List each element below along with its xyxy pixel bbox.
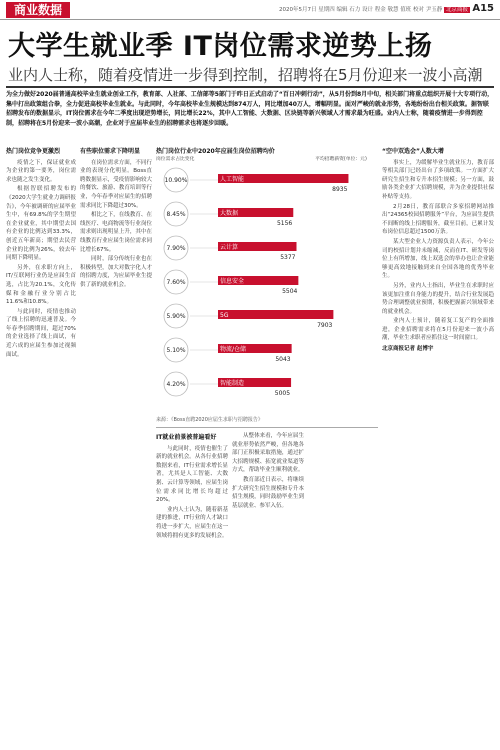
category-label: 信息安全 (220, 278, 245, 285)
share-label: 7.60% (166, 279, 186, 286)
share-label: 8.45% (166, 211, 186, 218)
salary-bar (218, 310, 333, 319)
share-label: 5.90% (166, 313, 186, 320)
value-label: 5156 (276, 220, 293, 227)
headline: 大学生就业季 IT岗位需求逆势上扬 (8, 31, 433, 62)
section-title: “空中双选会”人数大增 (382, 148, 444, 155)
paragraph: 从整体来看，今年应届生就业形势依然严峻，但各地各部门正积极采取措施，通过扩大招聘规模、拓宽就业渠道等方式，帮助毕业生顺利就业。 (232, 433, 304, 474)
chart-left-label: 岗位需求占比变化 (156, 157, 195, 162)
paragraph: 同时，部分传统行业也在积极转型，加大对数字化人才的招聘力度，为应届毕业生提供了新的就业机会。 (80, 256, 152, 288)
paragraph: 与此同时，疫情也催生了新的就业机会。从各行业招聘数据来看，IT行业需求增长显著，尤其是人工智能、大数据、云计算等领域，应届生岗位需求同比增长均超过20%。 (156, 445, 228, 504)
paragraph: 疫情之下，保证就业成为企业的第一要务，岗位需求也随之发生变化。 (6, 159, 76, 183)
category-label: 云计算 (220, 244, 239, 251)
paragraph: 与此同时，疫情也推动了线上招聘的迅速普及。今年春季招聘期间，超过70%的企业选择了线上面试，有近六成的应届生参加过视频面试。 (6, 308, 76, 358)
paragraph: 业内人士预计，随着复工复产的全面推进，企业招聘需求将在5月份迎来一波小高潮，毕业生求职者应抓住这一时间窗口。 (382, 318, 494, 342)
lead-paragraph: 为全力做好2020届普通高校毕业生就业创业工作，教育部、人社部、工信部等5部门于昨日正式启动了“百日冲刺行动”，从5月份到8月中旬，相关部门将重点组织开展十大专项行动，集中打出政策组合拳，全力促进高校毕业生就业。与此同时，今年高校毕业生规模达到874万人，同比增加40万人，增幅明显。面对严峻的就业形势，各地纷纷出台相关政策。据智联招聘发布的数据显示，IT岗位需求在今年二季度出现逆势增长，同比增长22%，其中人工智能、大数据、区块链等新兴领域人才需求最为旺盛。业内人士称，随着疫情进一步得到控制，招聘将在5月份迎来一波小高潮，企业对于应届毕业生的招聘需求也将逐步回暖。 (6, 86, 494, 140)
page-header (0, 0, 500, 20)
chart-title: 热门岗位行业中2020年应届生岗位招聘均价 (156, 148, 275, 155)
category-label: 智能制造 (220, 380, 245, 387)
category-label: 物流/仓储 (220, 346, 247, 353)
value-label: 5377 (280, 254, 296, 261)
category-label: 人工智能 (220, 176, 245, 183)
paragraph: 另外，业内人士指出，毕业生在求职时应该更加注重自身能力的提升，结合行业发展趋势合理调整就业预期，积极把握新兴领域带来的就业机会。 (382, 282, 494, 315)
subheadline: 业内人士称，随着疫情进一步得到控制，招聘将在5月份迎来一波小高潮 (8, 66, 483, 84)
salary-chart (156, 146, 378, 428)
chart-right-label: 平均招聘薪资(单位：元) (315, 157, 367, 162)
paragraph: 在岗位需求方面，不同行业的表现分化明显。Boss直聘数据显示，受疫情影响较大的餐饮、旅游、教育培训等行业，今年春季对应届生的招聘需求同比下降超过30%。 (80, 159, 152, 209)
value-label: 8935 (332, 186, 348, 193)
section-title: IT就业前景被普遍看好 (156, 434, 217, 441)
paragraph: 教育部近日表示，将继续扩大研究生招生规模和专升本招生规模，同时鼓励毕业生到基层就业、参军入伍。 (232, 476, 304, 509)
salary-chart-svg (156, 146, 378, 414)
column-c (156, 432, 228, 746)
paragraph: 根据智联招聘发布的《2020大学生就业力调研报告》，今年被调研的应届毕业生中，有69.8%的学生期望在企业就业，其中期望去国有企业的比例达到33.3%，创近五年新高；期望去民营企业的比例为26%，较去年同期下降明显。 (6, 186, 76, 262)
share-label: 10.90% (164, 177, 188, 184)
masthead-brand: 北京商报 (445, 7, 468, 13)
value-label: 5005 (274, 390, 291, 397)
section-title: 有些职位需求下降明显 (80, 148, 141, 155)
paragraph: 事实上，为缓解毕业生就业压力，教育部等相关部门已经出台了多项政策。一方面扩大研究生招生和专升本招生规模；另一方面，鼓励各类企业扩大招聘规模，并为企业提供社保补贴等支持。 (382, 159, 494, 200)
paragraph: 业内人士认为，随着新基建的推进，IT行业的人才缺口将进一步扩大，应届生在这一领域将拥有更多的发展机会。 (156, 506, 228, 539)
paragraph: 相比之下，在线教育、在线医疗、电商物流等行业岗位需求则出现明显上升，其中在线教育行业应届生岗位需求同比增长67%。 (80, 212, 152, 253)
category-label: 5G (220, 312, 229, 319)
column-a (6, 146, 76, 746)
share-label: 4.20% (166, 381, 186, 388)
paragraph: 2月28日，教育部联合多家招聘网站推出“24365校园招聘服务”平台，为应届生提供不间断的线上招聘服务，截至目前，已累计发布岗位信息超过1500万条。 (382, 203, 494, 236)
section-title: 热门岗位竞争更激烈 (6, 148, 61, 155)
column-d (232, 432, 304, 746)
category-label: 大数据 (220, 210, 239, 217)
column-b (80, 146, 152, 746)
value-label: 7903 (317, 322, 333, 329)
value-label: 5504 (282, 288, 298, 295)
page-number: A15 (472, 3, 494, 14)
masthead-credits: 2020年5月7日 星期四 编辑 石力 设计 程金 敬慧 值班 校对 尹玉静 (279, 7, 443, 13)
value-label: 5043 (275, 356, 291, 363)
share-label: 5.10% (166, 347, 186, 354)
section-tag: 商业数据 (6, 2, 70, 18)
masthead (279, 5, 470, 13)
column-e (382, 146, 494, 746)
share-label: 7.90% (166, 245, 186, 252)
paragraph: 另外，在求职方向上，IT/互联网行业仍是应届生首选，占比为20.1%，文化传媒和金融行业分别占比11.6%和10.8%。 (6, 264, 76, 306)
chart-source: 来源：《Boss直聘2020应届生求职与招聘报告》 (156, 417, 263, 423)
paragraph: 某大型企业人力资源负责人表示，今年公司的校招计划并未缩减，反而在IT、研发等岗位上有所增加，线上双选会的举办也让企业能够更高效地接触到来自全国各地的优秀毕业生。 (382, 238, 494, 280)
byline: 北京商报记者 赵博宇 (382, 346, 434, 353)
